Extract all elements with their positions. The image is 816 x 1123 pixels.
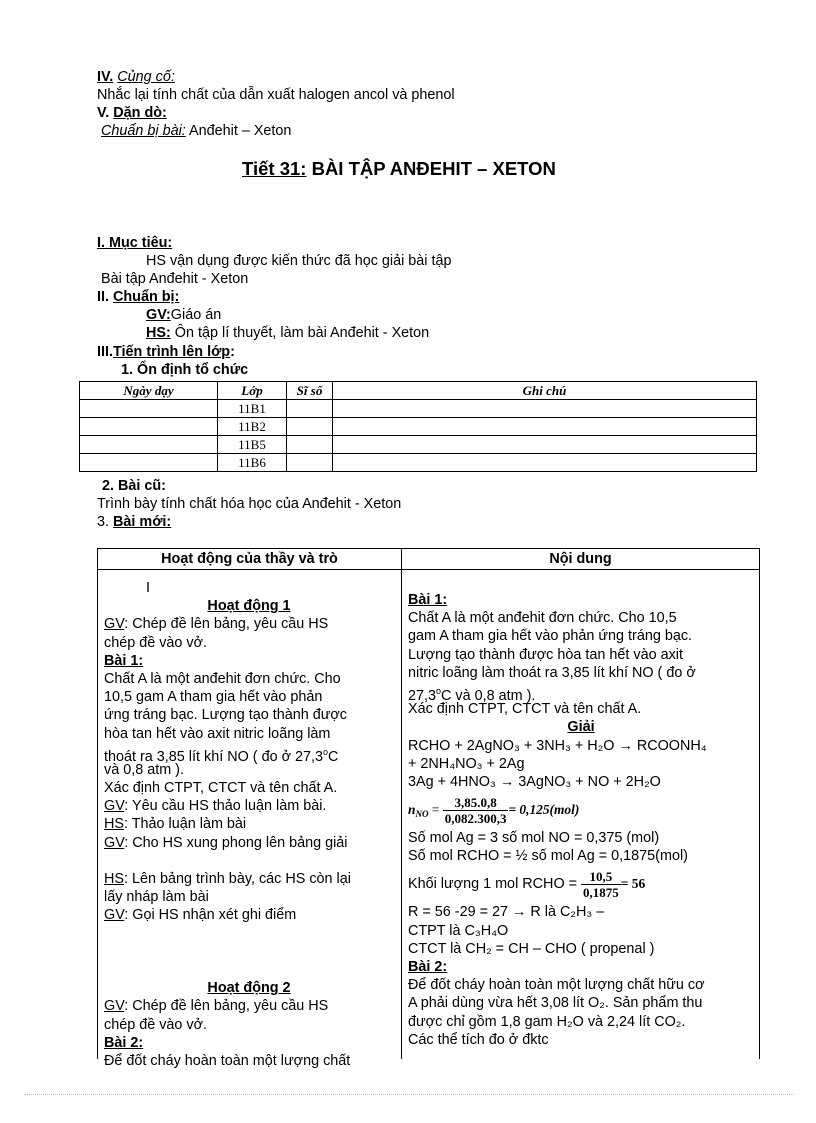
new-lesson-heading: 3. Bài mới: <box>97 514 172 530</box>
step-hs-board: HS: Lên bảng trình bày, các HS còn lại <box>104 871 351 887</box>
page-footer-divider <box>24 1094 794 1095</box>
section-iv-title: Củng cố: <box>117 69 175 85</box>
right-column: Bài 1: Chất A là một anđehit đơn chức. Cho 10,5 gam A tham gia hết vào phản ứng tráng bạc. Lượng tạo thành được hòa tan hết vào axit nitric loãng làm thoát ra 3,85 lít khí NO ( đo ở 27,3$^o$C và 0,8 atm ). Xác định CTPT, CTCT và tên chất A. Giải RCHO + 2AgNO₃ + 3NH₃ + H₂O → RCOONH₄ + 2NH₄NO₃ + 2Ag 3Ag + 4HNO₃ → 3AgNO₃ + NO + 2H₂O $n_{NO}$ = $\frac{3,85.0,8}{0,082.300,3}$ = 0,125(mol) Số mol Ag = 3 số mol NO = 0,375 (mol) Số mol RCHO = ½ số mol Ag = 0,1875(mol) Khối lượng 1 mol RCHO = $\frac{10,5}{0,1875}$ = 56 R = 56 -29 = 27 → R là C₂H₃ – CTPT là C₃H₄O CTCT là CH₂ = CH – CHO ( propenal ) Bài 2: Để đốt cháy hoàn toàn một lượng chất hữu cơ A phải dùng vừa hết 3,08 lít O₂. Sản phẩm thu được chỉ gồm 1,8 gam H₂O và 2,24 lít CO₂. Các thể tích đo ở đktc <box>408 591 754 1049</box>
step-gv-board: GV: Cho HS xung phong lên bảng giải <box>104 834 348 851</box>
lesson-title: Tiết 31: BÀI TẬP ANĐEHIT – XETON <box>242 158 556 179</box>
activity-2-title: Hoạt động 2 <box>207 980 291 997</box>
left-bai1-title: Bài 1: <box>104 652 144 669</box>
procedure-step1: 1. Ổn định tổ chức <box>121 362 249 378</box>
preparation-heading: II. Chuẩn bị: <box>97 289 180 305</box>
step-hs-discuss: HS: Thảo luận làm bài <box>104 816 247 833</box>
left-bai2-title: Bài 2: <box>104 1034 144 1051</box>
class-attendance-table <box>79 381 757 472</box>
old-lesson-heading: 2. Bài cũ: <box>102 478 166 494</box>
table-row: 11B6 <box>80 454 757 472</box>
header-teacher-student: Hoạt động của thầy và trò <box>161 551 338 567</box>
header-content: Nội dung <box>549 551 612 567</box>
section-iv-text: Nhắc lại tính chất của dẫn xuất halogen ancol và phenol <box>97 87 455 103</box>
objectives-line2: Bài tập Anđehit - Xeton <box>101 271 249 287</box>
equation-1: RCHO + 2AgNO₃ + 3NH₃ + H₂O → RCOONH₄ <box>408 737 707 754</box>
table-row: 11B1 <box>80 400 757 418</box>
activity-table <box>97 548 760 1069</box>
left-gv-copy: GV: Chép đề lên bảng, yêu cầu HS <box>104 616 329 633</box>
table-header-row <box>80 382 757 400</box>
equation-1-cont: + 2NH₄NO₃ + 2Ag <box>408 755 525 772</box>
fraction-molar-mass: $\frac{10,5}{0,1875}$ <box>583 869 619 901</box>
left-gv2-copy: GV: Chép đề lên bảng, yêu cầu HS <box>104 998 329 1015</box>
section-v-prep: Chuẩn bị bài: Anđehit – Xeton <box>101 123 292 139</box>
section-v-heading: V. Dặn dò: <box>97 105 167 121</box>
formula-molar-mass: Khối lượng 1 mol RCHO = $\frac{10,5}{0,1875}$ = 56 <box>408 869 646 901</box>
objectives-heading: I. Mục tiêu: <box>97 235 173 251</box>
preparation-hs: HS: Ôn tập lí thuyết, làm bài Anđehit - Xeton <box>146 325 430 341</box>
header-attendance: Sĩ số <box>287 382 333 400</box>
equation-2: 3Ag + 4HNO₃ → 3AgNO₃ + NO + 2H₂O <box>408 773 661 790</box>
step-gv-discuss: GV: Yêu cầu HS thảo luận làm bài. <box>104 798 327 815</box>
objectives-line1: HS vận dụng được kiến thức đã học giải bài tập <box>146 253 452 269</box>
procedure-heading: III.Tiến trình lên lớp: <box>97 344 235 360</box>
left-column: I Hoạt động 1 GV: Chép đề lên bảng, yêu cầu HS chép đề vào vở. Bài 1: Chất A là một anđehit đơn chức. Cho 10,5 gam A tham gia hết vào phản ứng tráng bạc. Lượng tạo thành được hòa tan hết vào axit nitric loãng làm thoát ra 3,85 lít khí NO ( đo ở 27,3$^o$C và 0,8 atm ). Xác định CTPT, CTCT và tên chất A. GV: Yêu cầu HS thảo luận làm bài. HS: Thảo luận làm bài GV: Cho HS xung phong lên bảng giải HS: Lên bảng trình bày, các HS còn lại lấy nháp làm bài GV: Gọi HS nhận xét ghi điểm Hoạt động 2 GV: Chép đề lên bảng, yêu cầu HS chép đề vào vở. Bài 2: Để đốt cháy hoàn toàn một lượng chất <box>104 579 394 1070</box>
header-class: Lớp <box>218 382 287 400</box>
text-cursor: I <box>146 580 150 596</box>
formula-n-no: $n_{NO}$ = $\frac{3,85.0,8}{0,082.300,3}$ = 0,125(mol) <box>408 794 580 826</box>
column-divider <box>401 549 402 1059</box>
table-row: 11B2 <box>80 418 757 436</box>
old-lesson-text: Trình bày tính chất hóa học của Anđehit - Xeton <box>97 496 402 512</box>
table-row: 11B5 <box>80 436 757 454</box>
solution-heading: Giải <box>567 719 595 736</box>
fraction-n-no: $\frac{3,85.0,8}{0,082.300,3}$ <box>444 794 507 826</box>
right-bai2-title: Bài 2: <box>408 959 448 975</box>
activity-1-title: Hoạt động 1 <box>207 598 291 615</box>
section-iv-heading: IV. Củng cố: <box>97 69 175 85</box>
right-bai1-title: Bài 1: <box>408 592 448 608</box>
header-notes: Ghi chú <box>333 382 757 400</box>
preparation-gv: GV:Giáo án <box>146 307 222 323</box>
header-date: Ngày dạy <box>80 382 218 400</box>
step-gv-grade: GV: Gọi HS nhận xét ghi điểm <box>104 907 297 924</box>
